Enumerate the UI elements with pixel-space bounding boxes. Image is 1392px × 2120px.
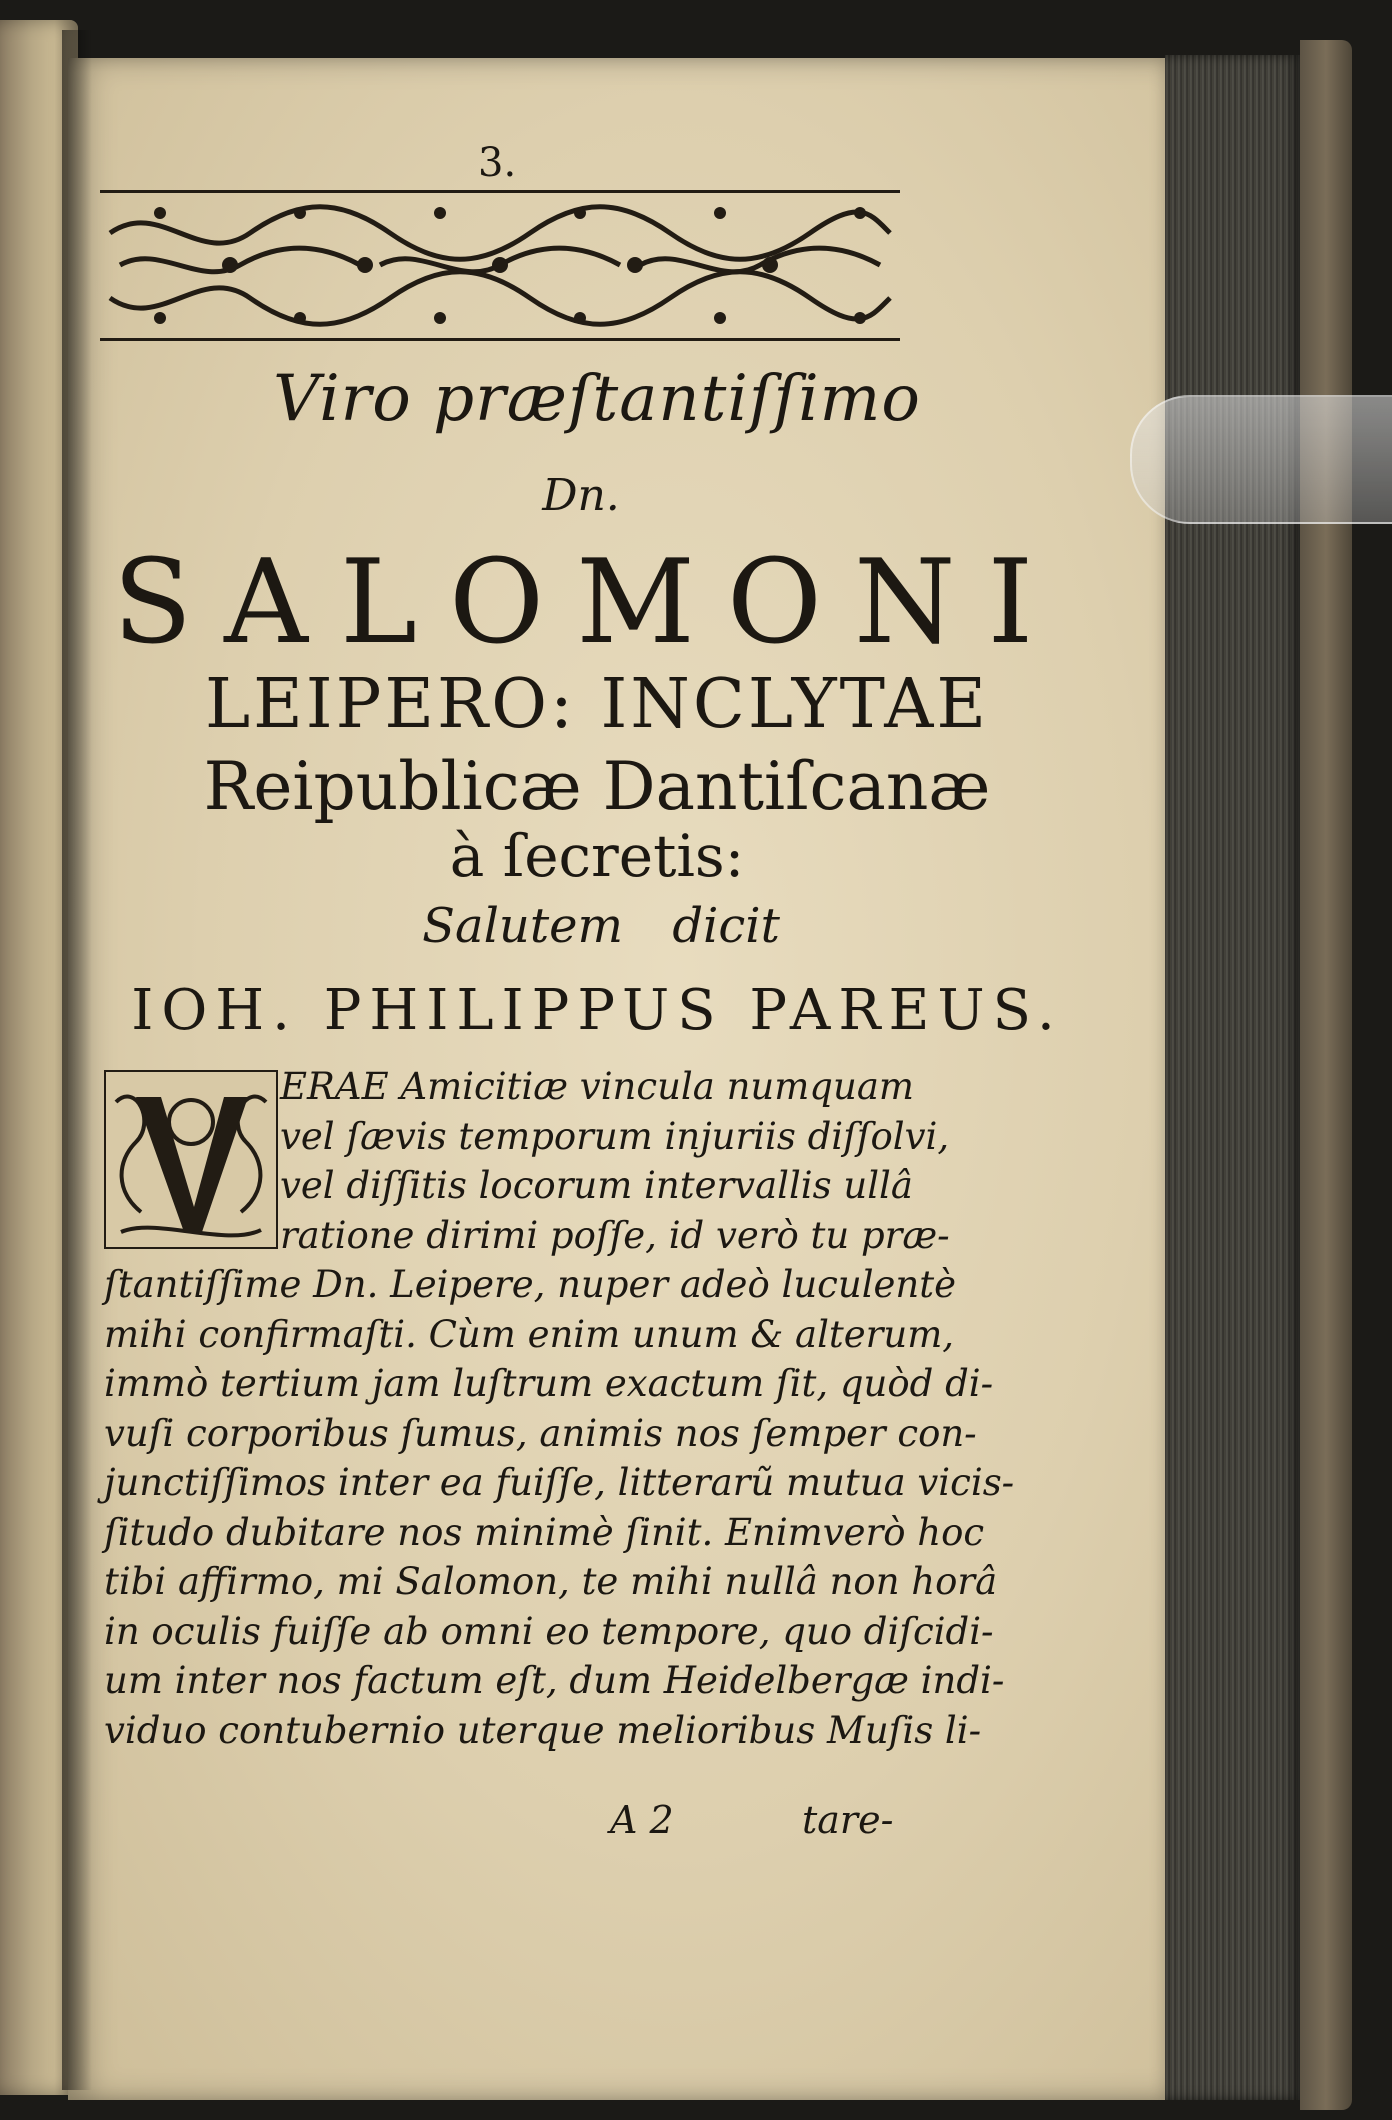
body-line: tibi affirmo, mi Salomon, te mihi nullâ non horâ <box>104 1560 998 1603</box>
page-clip <box>1130 395 1392 524</box>
ornamental-headpiece <box>100 190 900 341</box>
body-line: immò tertium jam luſtrum exactum ſit, quòd di- <box>104 1362 994 1405</box>
signature-mark: A 2 <box>610 1798 674 1842</box>
heading-line-6: à ſecretis: <box>449 822 745 890</box>
body-line: junctiſſimos inter ea fuiſſe, litterarũ mutua vicis- <box>104 1461 1015 1504</box>
page-fore-edge <box>1165 55 1300 2100</box>
body-line: ſitudo dubitare nos minimè ſinit. Enimverò hoc <box>104 1510 985 1554</box>
body-line: mihi confirmaſti. Cùm enim unum & alterum, <box>104 1312 955 1356</box>
heading-line-8: IOH. PHILIPPUS PAREUS. <box>131 978 1063 1043</box>
heading-line-4: LEIPERO: INCLYTAE <box>205 665 989 744</box>
heading-line-2: Dn. <box>542 470 620 521</box>
body-line: um inter nos factum eſt, dum Heidelbergæ indi- <box>104 1659 1005 1702</box>
body-text <box>104 1062 1015 1755</box>
catchword: tare- <box>802 1798 894 1842</box>
page-number: 3. <box>478 140 517 186</box>
body-line: ratione dirimi poſſe, id verò tu præ- <box>280 1213 950 1257</box>
body-line: vuſi corporibus ſumus, animis nos ſemper con- <box>104 1411 977 1455</box>
body-line: vel ſævis temporum injuriis diſſolvi, <box>280 1114 950 1158</box>
heading-line-5: Reipublicæ Dantiſcanæ <box>203 748 991 825</box>
body-line: ERAE Amicitiæ vincula numquam <box>280 1065 914 1108</box>
body-line: vel diſſitis locorum intervallis ullâ <box>280 1164 913 1207</box>
book-cover-board <box>1300 40 1352 2110</box>
heading-line-3: SALOMONI <box>112 535 1066 670</box>
gutter-shadow <box>62 30 92 2090</box>
heading-line-1: Viro præſtantiſſimo <box>273 362 921 436</box>
heading-line-7: Salutem dicit <box>422 898 780 954</box>
body-line: ſtantiſſime Dn. Leipere, nuper adeò luculentè <box>104 1263 957 1306</box>
body-line: viduo contubernio uterque melioribus Muſis li- <box>104 1708 982 1752</box>
body-line: in oculis fuiſſe ab omni eo tempore, quo diſcidi- <box>104 1609 994 1653</box>
